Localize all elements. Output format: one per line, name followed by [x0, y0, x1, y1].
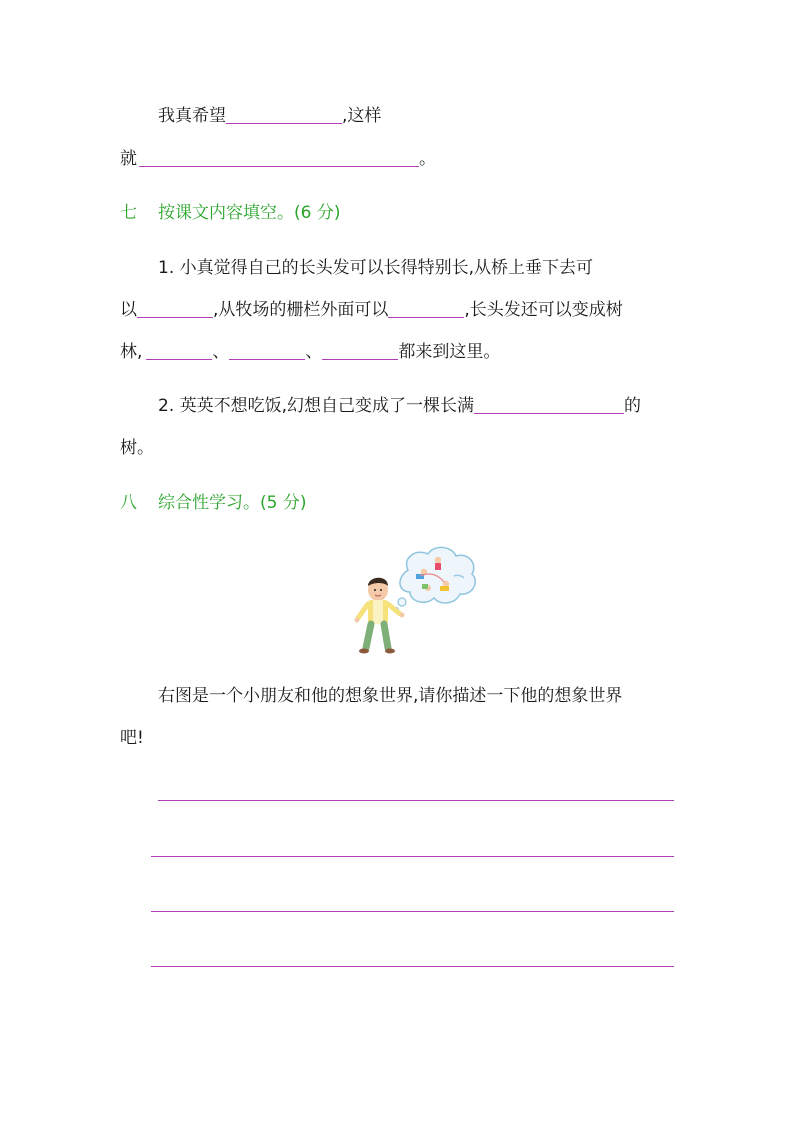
wish-blank-1[interactable]	[226, 105, 342, 124]
section8-heading	[120, 491, 306, 515]
q2-line1-end: 的	[624, 396, 642, 416]
q1-blank-2[interactable]	[388, 299, 464, 318]
wish-line2-prefix: 就	[120, 149, 137, 169]
answer-line-3[interactable]	[151, 911, 674, 912]
q2-line-2: 树。	[120, 438, 154, 458]
q2-blank[interactable]	[474, 395, 624, 414]
answer-line-2[interactable]	[151, 856, 674, 857]
q1-line2-b: ,从牧场的栅栏外面可以	[213, 300, 389, 320]
q1-line3-a: 林,	[120, 342, 143, 362]
section8-prompt-line-1: 右图是一个小朋友和他的想象世界,请你描述一下他的想象世界	[158, 686, 623, 706]
q1-blank-4[interactable]	[229, 341, 305, 360]
section8-number: 八	[120, 493, 137, 513]
wish-line-1	[158, 104, 381, 128]
section8-title: 综合性学习。(5 分)	[158, 493, 307, 513]
section7-number: 七	[120, 203, 137, 223]
q1-line3-end: 都来到这里。	[398, 342, 501, 362]
wish-line2-end: 。	[419, 149, 436, 169]
wish-line-2	[120, 147, 436, 171]
q2-line-1	[158, 394, 641, 418]
q1-line-2	[120, 298, 623, 322]
q1-sep-2: 、	[305, 342, 323, 362]
answer-line-4[interactable]	[151, 966, 674, 967]
section7-title: 按课文内容填空。(6 分)	[158, 203, 341, 223]
q2-line1-text: 2. 英英不想吃饭,幻想自己变成了一棵长满	[158, 396, 475, 416]
q1-sep-1: 、	[212, 342, 230, 362]
q1-blank-3[interactable]	[146, 341, 212, 360]
q1-line2-c: ,长头发还可以变成树	[464, 300, 623, 320]
wish-blank-2[interactable]	[139, 148, 419, 167]
q1-line2-a: 以	[120, 300, 137, 320]
section7-heading	[120, 201, 340, 225]
q1-blank-5[interactable]	[322, 341, 398, 360]
boy-imagination-illustration	[350, 540, 480, 658]
wish-mid: ,这样	[342, 106, 382, 126]
section8-prompt-line-2: 吧!	[120, 728, 144, 748]
q1-line-1: 1. 小真觉得自己的长头发可以长得特别长,从桥上垂下去可	[158, 258, 594, 278]
q1-line-3	[120, 340, 500, 364]
thought-cloud	[394, 547, 476, 612]
wish-prefix: 我真希望	[158, 106, 226, 126]
q1-blank-1[interactable]	[137, 299, 213, 318]
answer-line-1[interactable]	[158, 800, 674, 801]
boy-icon	[355, 578, 405, 654]
